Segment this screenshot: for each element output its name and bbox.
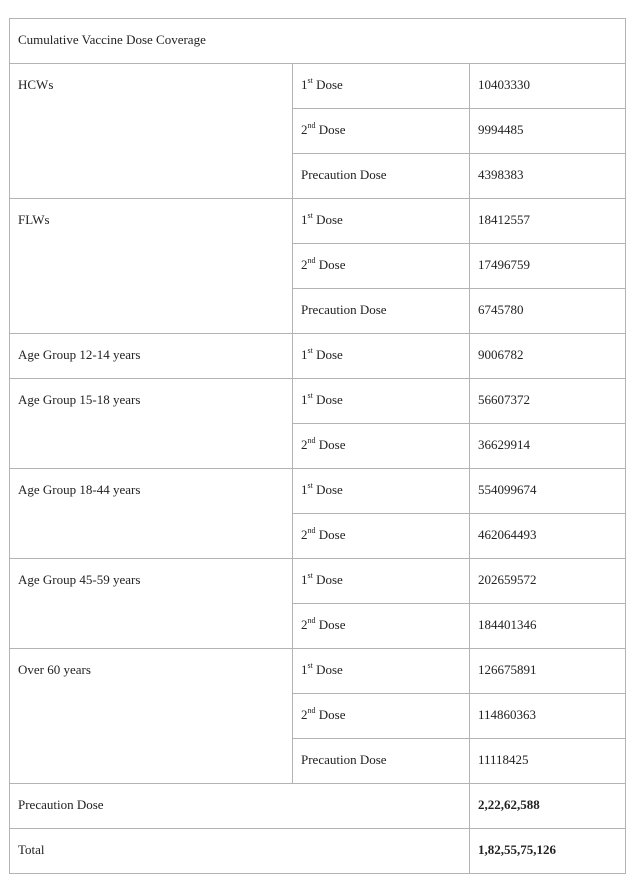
dose-count: 18412557 [470, 199, 626, 244]
dose-count: 462064493 [470, 514, 626, 559]
dose-label: Dose [316, 212, 343, 227]
dose-number: 1 [301, 392, 308, 407]
dose-label-cell [293, 694, 470, 739]
table-row [10, 559, 626, 604]
dose-label-cell [293, 199, 470, 244]
summary-row [10, 784, 626, 829]
vaccine-coverage-table [9, 18, 626, 874]
summary-label: Precaution Dose [10, 784, 470, 829]
dose-label-cell [293, 64, 470, 109]
dose-count: 126675891 [470, 649, 626, 694]
dose-ordinal-suffix: st [307, 660, 313, 670]
table-row [10, 649, 626, 694]
dose-label-cell [293, 379, 470, 424]
group-name: FLWs [10, 199, 293, 334]
summary-row [10, 829, 626, 874]
dose-label: Dose [316, 392, 343, 407]
dose-number: 1 [301, 212, 308, 227]
dose-ordinal-suffix: st [307, 570, 313, 580]
dose-number: 1 [301, 482, 308, 497]
group-name: Over 60 years [10, 649, 293, 784]
dose-label-cell [293, 469, 470, 514]
dose-count: 6745780 [470, 289, 626, 334]
dose-label: Dose [316, 347, 343, 362]
dose-ordinal-suffix: st [307, 345, 313, 355]
summary-value: 1,82,55,75,126 [470, 829, 626, 874]
summary-label: Total [10, 829, 470, 874]
dose-count: 17496759 [470, 244, 626, 289]
dose-label-cell [293, 604, 470, 649]
dose-number: 1 [301, 77, 308, 92]
dose-number: 1 [301, 572, 308, 587]
dose-label: Dose [316, 572, 343, 587]
dose-label: Dose [316, 482, 343, 497]
dose-ordinal-suffix: nd [307, 435, 316, 445]
dose-label: Dose [318, 437, 346, 452]
dose-label: Dose [316, 662, 343, 677]
dose-label-cell [293, 289, 470, 334]
group-name: Age Group 12-14 years [10, 334, 293, 379]
dose-ordinal-suffix: nd [307, 120, 316, 130]
dose-number: 2 [301, 617, 308, 632]
dose-label-cell [293, 109, 470, 154]
dose-count: 56607372 [470, 379, 626, 424]
dose-ordinal-suffix: st [307, 480, 313, 490]
dose-label: Dose [316, 77, 343, 92]
dose-count: 202659572 [470, 559, 626, 604]
dose-count: 10403330 [470, 64, 626, 109]
dose-count: 11118425 [470, 739, 626, 784]
dose-count: 36629914 [470, 424, 626, 469]
table-row [10, 199, 626, 244]
dose-number: 2 [301, 257, 308, 272]
dose-number: 2 [301, 437, 308, 452]
dose-ordinal-suffix: st [307, 390, 313, 400]
dose-label-cell [293, 559, 470, 604]
dose-label: Dose [318, 527, 346, 542]
dose-count: 184401346 [470, 604, 626, 649]
dose-label: Precaution Dose [301, 752, 387, 767]
dose-label: Dose [318, 122, 346, 137]
table-row [10, 379, 626, 424]
dose-label-cell [293, 514, 470, 559]
dose-ordinal-suffix: nd [307, 525, 316, 535]
group-name: Age Group 18-44 years [10, 469, 293, 559]
dose-label-cell [293, 649, 470, 694]
dose-number: 2 [301, 527, 308, 542]
dose-number: 2 [301, 707, 308, 722]
table-title: Cumulative Vaccine Dose Coverage [10, 19, 626, 64]
dose-label: Dose [318, 707, 346, 722]
dose-count: 9994485 [470, 109, 626, 154]
dose-number: 1 [301, 662, 308, 677]
group-name: HCWs [10, 64, 293, 199]
dose-count: 554099674 [470, 469, 626, 514]
dose-label: Dose [318, 617, 346, 632]
dose-number: 1 [301, 347, 308, 362]
dose-ordinal-suffix: nd [307, 255, 316, 265]
dose-label-cell [293, 244, 470, 289]
group-name: Age Group 45-59 years [10, 559, 293, 649]
dose-label: Precaution Dose [301, 167, 387, 182]
dose-label-cell [293, 739, 470, 784]
dose-label-cell [293, 424, 470, 469]
dose-count: 4398383 [470, 154, 626, 199]
summary-value: 2,22,62,588 [470, 784, 626, 829]
table-row [10, 64, 626, 109]
table-row [10, 334, 626, 379]
dose-ordinal-suffix: st [307, 75, 313, 85]
dose-label-cell [293, 334, 470, 379]
dose-label: Precaution Dose [301, 302, 387, 317]
table-row [10, 469, 626, 514]
dose-label-cell [293, 154, 470, 199]
dose-count: 9006782 [470, 334, 626, 379]
dose-label: Dose [318, 257, 346, 272]
group-name: Age Group 15-18 years [10, 379, 293, 469]
dose-ordinal-suffix: st [307, 210, 313, 220]
dose-ordinal-suffix: nd [307, 705, 316, 715]
dose-ordinal-suffix: nd [307, 615, 316, 625]
dose-number: 2 [301, 122, 308, 137]
title-row [10, 19, 626, 64]
table-body [10, 19, 626, 874]
dose-count: 114860363 [470, 694, 626, 739]
